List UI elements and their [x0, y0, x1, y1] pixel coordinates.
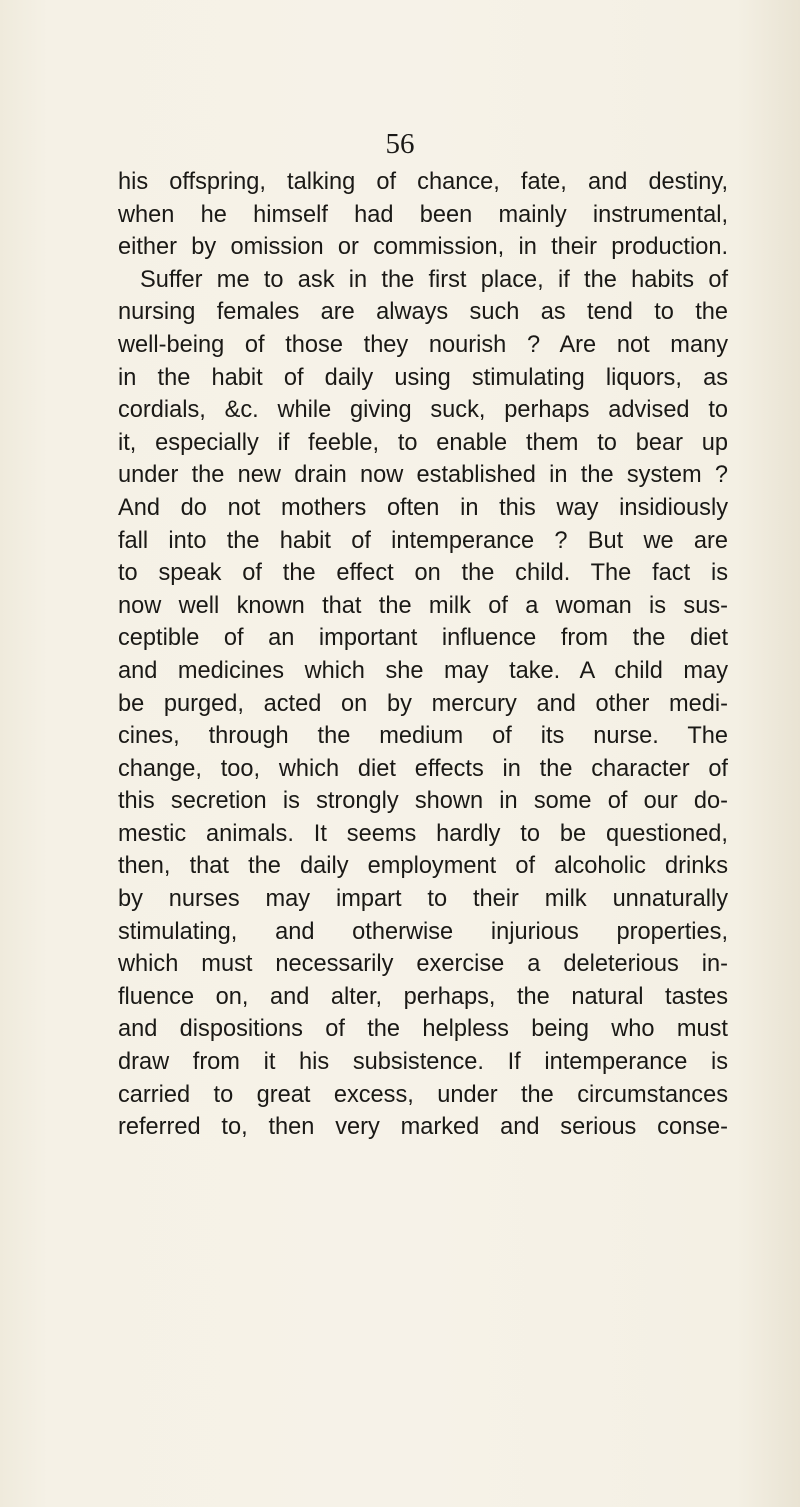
text-line: nursing females are always such as tend to the — [118, 299, 728, 326]
text-line: cordials, &c. while giving suck, perhaps advised to — [118, 397, 728, 424]
text-line: mestic animals. It seems hardly to be questioned, — [118, 820, 728, 847]
text-line: by nurses may impart to their milk unnaturally — [118, 886, 728, 913]
text-line: cines, through the medium of its nurse. The — [118, 723, 728, 750]
text-line: And do not mothers often in this way insidiously — [118, 494, 728, 521]
text-line: be purged, acted on by mercury and other medi- — [118, 690, 728, 717]
text-line: this secretion is strongly shown in some of our do- — [118, 788, 728, 815]
text-line: it, especially if feeble, to enable them to bear up — [118, 429, 728, 456]
text-line: under the new drain now established in the system ? — [118, 462, 728, 489]
text-line: either by omission or commission, in their production. — [118, 234, 728, 261]
text-line: carried to great excess, under the circumstances — [118, 1081, 728, 1108]
body-text — [118, 166, 728, 1144]
text-line: draw from it his subsistence. If intemperance is — [118, 1049, 728, 1076]
text-line: then, that the daily employment of alcoholic drinks — [118, 853, 728, 880]
text-line: to speak of the effect on the child. The fact is — [118, 560, 728, 587]
text-line: and medicines which she may take. A child may — [118, 657, 728, 684]
text-line: stimulating, and otherwise injurious properties, — [118, 918, 728, 945]
text-line: fall into the habit of intemperance ? But we are — [118, 527, 728, 554]
text-line: well-being of those they nourish ? Are not many — [118, 331, 728, 358]
text-line: fluence on, and alter, perhaps, the natural tastes — [118, 983, 728, 1010]
text-line: Suffer me to ask in the first place, if the habits of — [140, 266, 728, 293]
text-line: change, too, which diet effects in the character of — [118, 755, 728, 782]
text-line: and dispositions of the helpless being who must — [118, 1016, 728, 1043]
page-number: 56 — [385, 128, 415, 160]
text-line: ceptible of an important influence from the diet — [118, 625, 728, 652]
text-line: his offspring, talking of chance, fate, and destiny, — [118, 169, 728, 195]
text-line: now well known that the milk of a woman is sus- — [118, 592, 728, 619]
text-line: which must necessarily exercise a deleterious in- — [118, 951, 728, 978]
text-line: in the habit of daily using stimulating liquors, as — [118, 364, 728, 391]
text-line: when he himself had been mainly instrumental, — [118, 201, 728, 228]
text-line: referred to, then very marked and serious conse- — [118, 1114, 728, 1141]
